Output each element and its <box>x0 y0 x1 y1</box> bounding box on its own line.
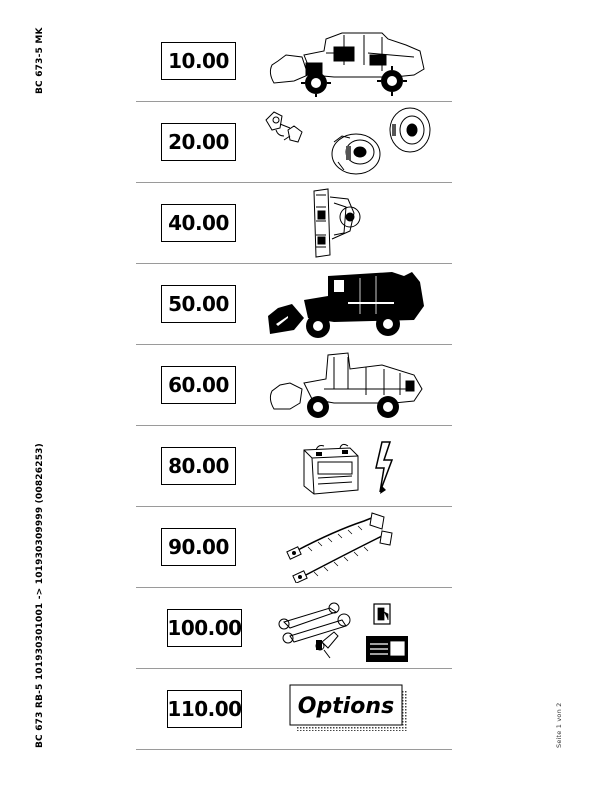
catalog-row[interactable] <box>136 345 452 426</box>
catalog-row[interactable] <box>136 426 452 507</box>
model-label-top: BC 673-5 MK <box>35 27 45 94</box>
compactor-outline-icon <box>264 25 434 97</box>
section-code[interactable]: 90.00 <box>161 528 236 566</box>
section-code[interactable]: 80.00 <box>161 447 236 485</box>
section-code[interactable]: 20.00 <box>161 123 236 161</box>
section-code[interactable]: 50.00 <box>161 285 236 323</box>
tools-keys-icon <box>264 592 434 664</box>
catalog-row[interactable] <box>136 264 452 345</box>
catalog-row[interactable] <box>136 588 452 669</box>
battery-electric-icon <box>264 430 434 502</box>
catalog-row[interactable] <box>136 102 452 183</box>
options-label: Options <box>297 694 395 719</box>
section-code[interactable]: 60.00 <box>161 366 236 404</box>
model-range-label: BC 673 RB-5 101930301001 -> 101930309999 (00826253) <box>35 443 45 748</box>
catalog-row[interactable] <box>136 21 452 102</box>
section-code[interactable]: 110.00 <box>167 690 242 728</box>
options-sign-icon <box>264 673 434 745</box>
compactor-outline-icon <box>264 349 434 421</box>
page-number: Seite 1 von 2 <box>555 702 563 748</box>
section-code[interactable]: 10.00 <box>161 42 236 80</box>
compactor-black-icon <box>264 268 434 340</box>
section-code[interactable]: 100.00 <box>167 609 242 647</box>
frame-assembly-icon <box>264 187 434 259</box>
catalog-row[interactable] <box>136 507 452 588</box>
catalog-row[interactable] <box>136 183 452 264</box>
hydraulic-hoses-icon <box>264 511 434 583</box>
catalog-row[interactable] <box>136 669 452 750</box>
engine-parts-icon <box>264 106 434 178</box>
section-code[interactable]: 40.00 <box>161 204 236 242</box>
